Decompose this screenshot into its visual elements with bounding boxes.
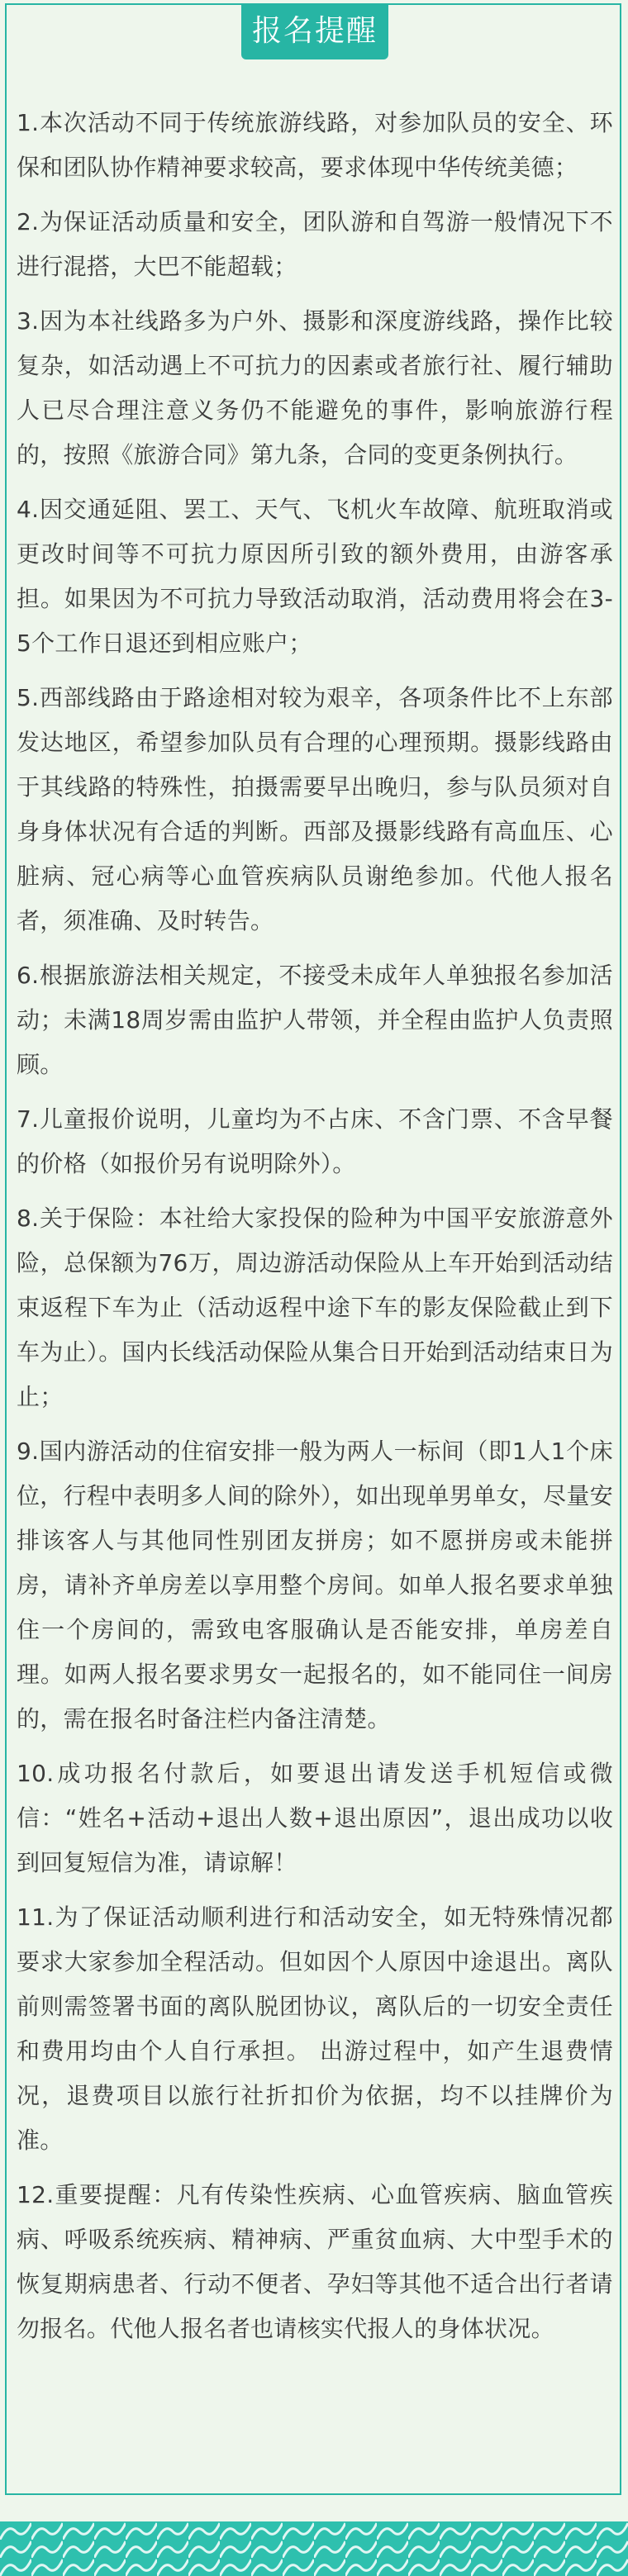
wave-pattern-icon [0, 2521, 628, 2576]
notice-list [17, 101, 613, 2361]
notice-item-10: 10.成功报名付款后，如要退出请发送手机短信或微信：“姓名+活动+退出人数+退出原因”，退出成功以收到回复短信为准，请谅解！ [17, 1760, 613, 1876]
notice-item-1: 1.本次活动不同于传统旅游线路，对参加队员的安全、环保和团队协作精神要求较高，要求体现中华传统美德； [17, 109, 613, 181]
decorative-wave-footer [0, 2521, 628, 2576]
notice-item-5: 5.西部线路由于路途相对较为艰辛，各项条件比不上东部发达地区，希望参加队员有合理的心理预期。摄影线路由于其线路的特殊性，拍摄需要早出晚归，参与队员须对自身身体状况有合适的判断。西部及摄影线路有高血压、心脏病、冠心病等心血管疾病队员谢绝参加。代他人报名者，须准确、及时转告。 [17, 684, 613, 934]
page-title: 报名提醒 [241, 3, 388, 59]
notice-item-2: 2.为保证活动质量和安全，团队游和自驾游一般情况下不进行混搭，大巴不能超载； [17, 208, 613, 280]
notice-item-3: 3.因为本社线路多为户外、摄影和深度游线路，操作比较复杂，如活动遇上不可抗力的因素或者旅行社、履行辅助人已尽合理注意义务仍不能避免的事件，影响旅游行程的，按照《旅游合同》第九条，合同的变更条例执行。 [17, 307, 613, 468]
notice-item-7: 7.儿童报价说明，儿童均为不占床、不含门票、不含早餐的价格（如报价另有说明除外）。 [17, 1105, 613, 1177]
notice-item-9: 9.国内游活动的住宿安排一般为两人一标间（即1人1个床位，行程中表明多人间的除外），如出现单男单女，尽量安排该客人与其他同性别团友拼房；如不愿拼房或未能拼房，请补齐单房差以享用整个房间。如单人报名要求单独住一个房间的，需致电客服确认是否能安排，单房差自理。如两人报名要求男女一起报名的，如不能同住一间房的，需在报名时备注栏内备注清楚。 [17, 1438, 613, 1732]
notice-item-8: 8.关于保险：本社给大家投保的险种为中国平安旅游意外险，总保额为76万，周边游活动保险从上车开始到活动结束返程下车为止（活动返程中途下车的影友保险截止到下车为止）。国内长线活动保险从集合日开始到活动结束日为止； [17, 1205, 613, 1410]
notice-item-4: 4.因交通延阻、罢工、天气、飞机火车故障、航班取消或更改时间等不可抗力原因所引致的额外费用，由游客承担。如果因为不可抗力导致活动取消，活动费用将会在3-5个工作日退还到相应账户； [17, 496, 613, 657]
notice-item-6: 6.根据旅游法相关规定，不接受未成年人单独报名参加活动；未满18周岁需由监护人带领，并全程由监护人负责照顾。 [17, 962, 613, 1078]
notice-item-11: 11.为了保证活动顺利进行和活动安全，如无特殊情况都要求大家参加全程活动。但如因个人原因中途退出。离队前则需签署书面的离队脱团协议，离队后的一切安全责任和费用均由个人自行承担。 出游过程中，如产生退费情况，退费项目以旅行社折扣价为依据，均不以挂牌价为准。 [17, 1903, 613, 2154]
notice-item-12: 12.重要提醒：凡有传染性疾病、心血管疾病、脑血管疾病、呼吸系统疾病、精神病、严重贫血病、大中型手术的恢复期病患者、行动不便者、孕妇等其他不适合出行者请勿报名。代他人报名者也请核实代报人的身体状况。 [17, 2181, 613, 2342]
